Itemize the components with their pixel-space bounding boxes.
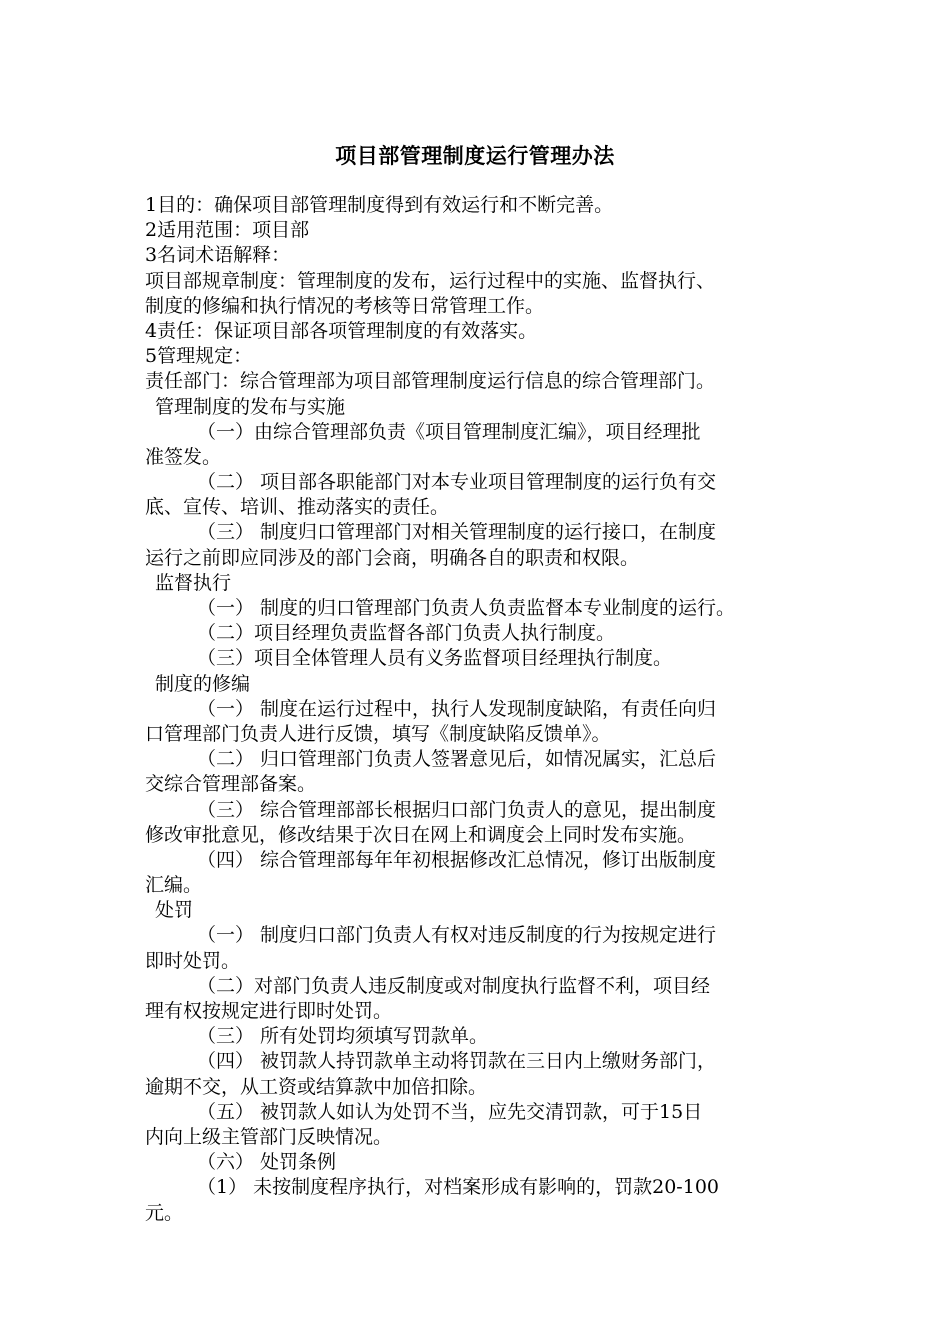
paragraph-line: 4责任：保证项目部各项管理制度的有效落实。: [145, 319, 538, 342]
section-heading: 监督执行: [155, 571, 232, 594]
paragraph-line: 逾期不交，从工资或结算款中加倍扣除。: [145, 1075, 488, 1098]
paragraph-line: （二）项目经理负责监督各部门负责人执行制度。: [197, 622, 616, 645]
paragraph-line: （1） 未按制度程序执行，对档案形成有影响的，罚款20-100: [197, 1176, 719, 1199]
paragraph-line: （五） 被罚款人如认为处罚不当，应先交清罚款，可于15日: [197, 1100, 703, 1123]
paragraph-line: 项目部规章制度：管理制度的发布，运行过程中的实施、监督执行、: [145, 269, 716, 292]
paragraph-line: 底、宣传、培训、推动落实的责任。: [145, 496, 450, 519]
section-heading: 管理制度的发布与实施: [155, 395, 346, 418]
paragraph-line: 修改审批意见，修改结果于次日在网上和调度会上同时发布实施。: [145, 823, 697, 846]
section-heading: 制度的修编: [155, 672, 251, 695]
paragraph-line: （三） 制度归口管理部门对相关管理制度的运行接口，在制度: [197, 521, 717, 544]
paragraph-line: 制度的修编和执行情况的考核等日常管理工作。: [145, 294, 545, 317]
paragraph-line: 2适用范围：项目部: [145, 219, 310, 242]
paragraph-line: （一） 制度归口部门负责人有权对违反制度的行为按规定进行: [197, 924, 717, 947]
paragraph-line: （四） 被罚款人持罚款单主动将罚款在三日内上缴财务部门，: [197, 1050, 717, 1073]
paragraph-line: （一） 制度的归口管理部门负责人负责监督本专业制度的运行。: [197, 597, 736, 619]
section-heading: 处罚: [155, 899, 194, 922]
paragraph-line: 准签发。: [145, 445, 222, 468]
document-body: [145, 193, 811, 1226]
paragraph-line: （三）项目全体管理人员有义务监督项目经理执行制度。: [197, 647, 673, 670]
paragraph-line: 理有权按规定进行即时处罚。: [145, 1000, 393, 1022]
paragraph-line: 即时处罚。: [145, 949, 241, 972]
paragraph-line: （一） 制度在运行过程中，执行人发现制度缺陷，有责任向归: [197, 697, 717, 720]
paragraph-line: 口管理部门负责人进行反馈，填写《制度缺陷反馈单》。: [145, 722, 611, 745]
paragraph-line: 汇编。: [145, 874, 203, 897]
paragraph-line: （三） 所有处罚均须填写罚款单。: [197, 1025, 489, 1048]
paragraph-line: （二）对部门负责人违反制度或对制度执行监督不利，项目经: [197, 974, 711, 997]
paragraph-line: 交综合管理部备案。: [145, 773, 317, 796]
paragraph-line: （二） 项目部各职能部门对本专业项目管理制度的运行负有交: [197, 471, 717, 494]
paragraph-line: 元。: [145, 1201, 184, 1224]
paragraph-line: 5管理规定：: [145, 345, 253, 368]
paragraph-line: （六） 处罚条例: [197, 1151, 337, 1174]
paragraph-line: 1目的：确保项目部管理制度得到有效运行和不断完善。: [145, 194, 614, 216]
paragraph-line: （二） 归口管理部门负责人签署意见后，如情况属实，汇总后: [197, 748, 717, 771]
paragraph-line: （四） 综合管理部每年年初根据修改汇总情况，修订出版制度: [197, 848, 717, 871]
paragraph-line: （三） 综合管理部部长根据归口部门负责人的意见，提出制度: [197, 798, 717, 821]
paragraph-line: （一）由综合管理部负责《项目管理制度汇编》，项目经理批: [197, 420, 701, 443]
paragraph-line: 内向上级主管部门反映情况。: [145, 1125, 393, 1148]
document-title: 项目部管理制度运行管理办法: [335, 144, 615, 168]
paragraph-line: 3名词术语解释：: [145, 244, 291, 267]
paragraph-line: 责任部门：综合管理部为项目部管理制度运行信息的综合管理部门。: [145, 370, 716, 393]
paragraph-line: 运行之前即应同涉及的部门会商，明确各自的职责和权限。: [145, 546, 640, 569]
